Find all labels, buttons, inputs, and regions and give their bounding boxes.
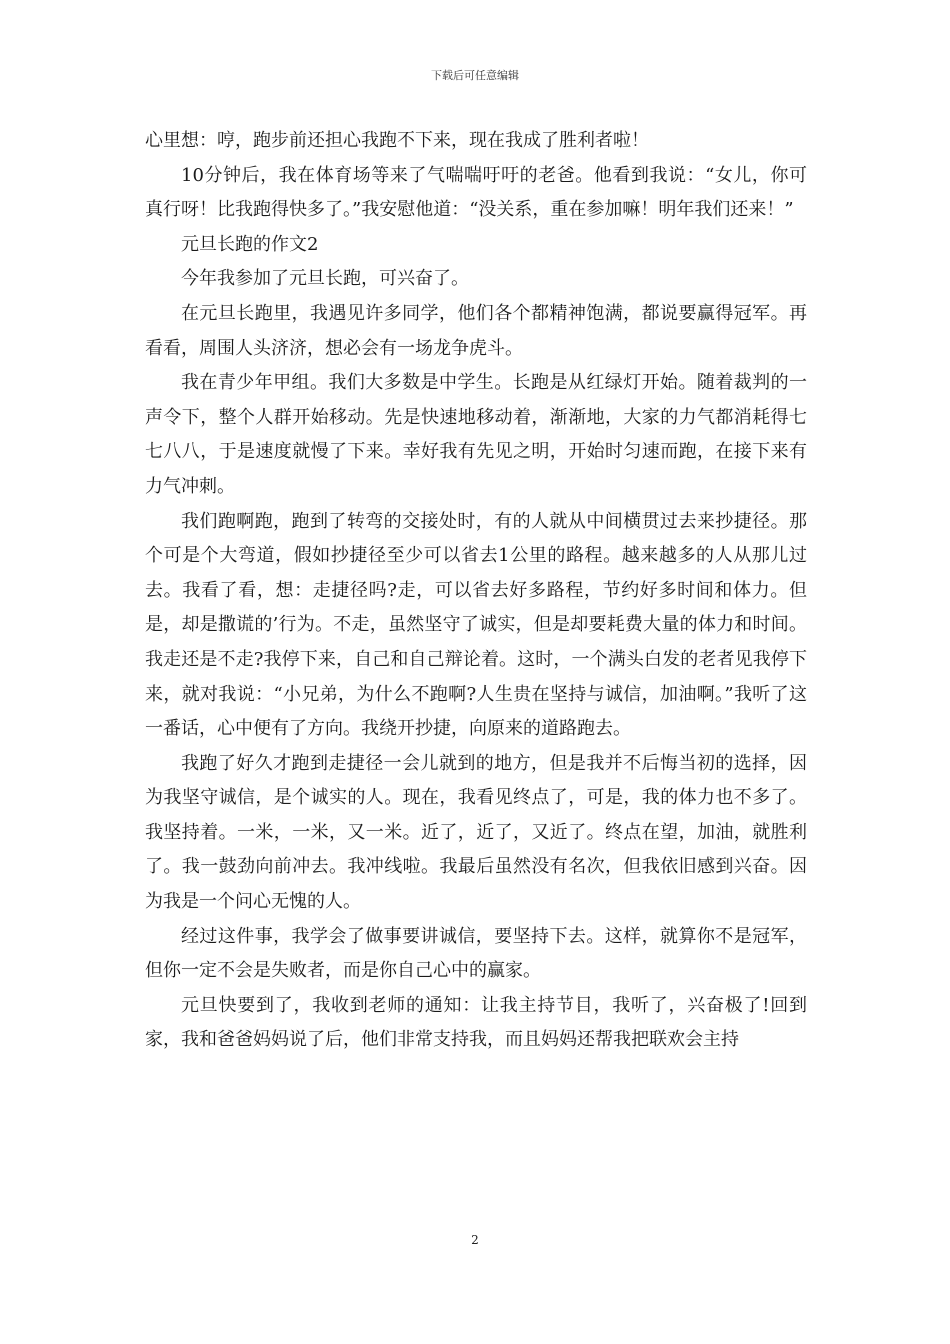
paragraph: 经过这件事，我学会了做事要讲诚信，要坚持下去。这样，就算你不是冠军，但你一定不会是失败者，而是你自己心中的赢家。 bbox=[145, 925, 807, 982]
page-header: 下载后可任意编辑 bbox=[431, 69, 519, 82]
document-body bbox=[145, 124, 807, 1058]
paragraph: 在元旦长跑里，我遇见许多同学，他们各个都精神饱满，都说要赢得冠军。再看看，周围人头济济，想必会有一场龙争虎斗。 bbox=[145, 302, 807, 359]
paragraph: 心里想：哼，跑步前还担心我跑不下来，现在我成了胜利者啦！ bbox=[145, 130, 649, 151]
paragraph: 今年我参加了元旦长跑，可兴奋了。 bbox=[181, 268, 469, 290]
section-heading: 元旦长跑的作文2 bbox=[181, 233, 319, 255]
paragraph: 元旦快要到了，我收到老师的通知：让我主持节目，我听了，兴奋极了!回到家，我和爸爸妈妈说了后，他们非常支持我，而且妈妈还帮我把联欢会主持 bbox=[145, 994, 807, 1051]
paragraph: 10分钟后，我在体育场等来了气喘喘吁吁的老爸。他看到我说：“女儿，你可真行呀！比我跑得快多了。”我安慰他道：“没关系，重在参加嘛！明年我们还来！” bbox=[145, 164, 807, 221]
paragraph: 我们跑啊跑，跑到了转弯的交接处时，有的人就从中间横贯过去来抄捷径。那个可是个大弯道，假如抄捷径至少可以省去1公里的路程。越来越多的人从那儿过去。我看了看，想：走捷径吗?走，可以省去好多路程，节约好多时间和体力。但是，却是撒谎的’行为。不走，虽然坚守了诚实，但是却要耗费大量的体力和时间。我走还是不走?我停下来，自己和自己辩论着。这时，一个满头白发的老者见我停下来，就对我说：“小兄弟，为什么不跑啊?人生贵在坚持与诚信，加油啊。”我听了这一番话，心中便有了方向。我绕开抄捷，向原来的道路跑去。 bbox=[145, 510, 807, 740]
paragraph: 我在青少年甲组。我们大多数是中学生。长跑是从红绿灯开始。随着裁判的一声令下，整个人群开始移动。先是快速地移动着，渐渐地，大家的力气都消耗得七七八八，于是速度就慢了下来。幸好我有先见之明，开始时匀速而跑，在接下来有力气冲刺。 bbox=[145, 372, 807, 497]
paragraph: 我跑了好久才跑到走捷径一会儿就到的地方，但是我并不后悔当初的选择，因为我坚守诚信，是个诚实的人。现在，我看见终点了，可是，我的体力也不多了。我坚持着。一米，一米，又一米。近了，近了，又近了。终点在望，加油，就胜利了。我一鼓劲向前冲去。我冲线啦。我最后虽然没有名次，但我依旧感到兴奋。因为我是一个问心无愧的人。 bbox=[145, 752, 807, 913]
page-number: 2 bbox=[471, 1233, 479, 1247]
